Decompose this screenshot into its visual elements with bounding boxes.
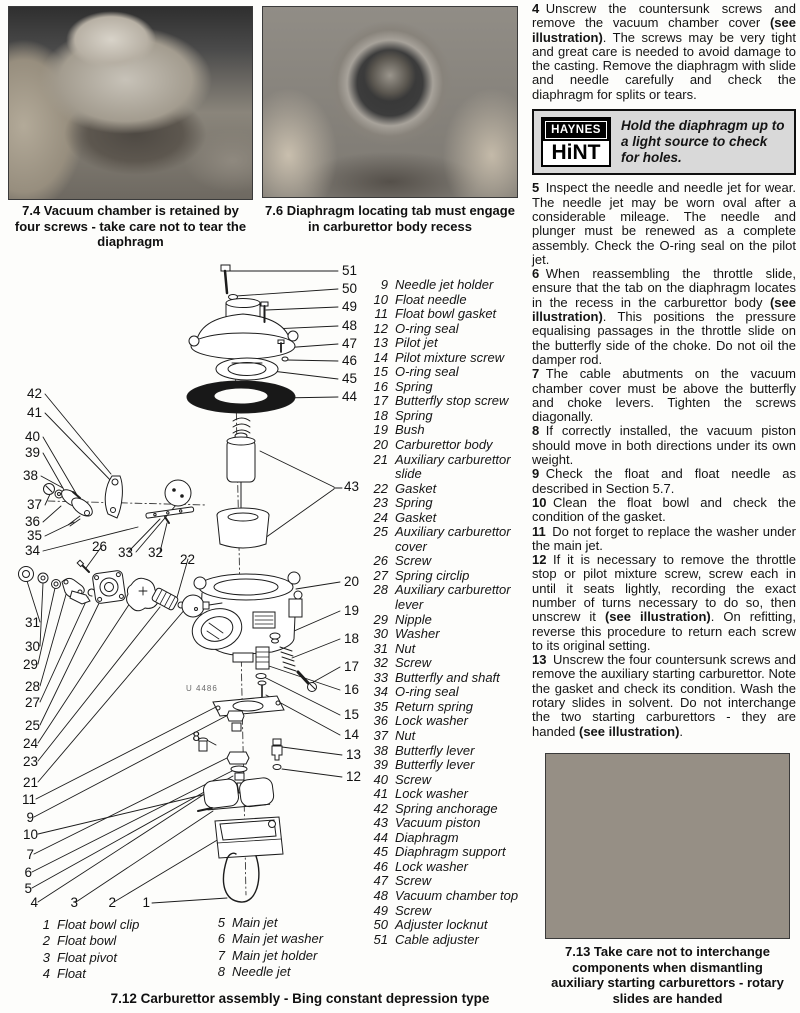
part-item-19: 19 Bush (373, 422, 425, 438)
part-item-21: 21 Auxiliary carburettor slide (373, 451, 511, 482)
callout-20: 20 (344, 574, 360, 589)
part-item-48: 48 Vacuum chamber top (373, 887, 519, 903)
part-item-27: 27 Spring circlip (373, 567, 470, 583)
haynes-logo (541, 117, 611, 167)
callout-6: 6 (24, 865, 32, 880)
part-item-14: 14 Pilot mixture screw (373, 349, 505, 365)
callout-5: 5 (24, 881, 32, 896)
part-item-41: 41 Lock washer (373, 786, 468, 802)
hint-text: Hold the diaphragm up to a light source to check for holes. (621, 118, 785, 166)
callout-10: 10 (22, 827, 38, 842)
step-6: 6 When reassembling the throttle slide, ensure that the tab on the diaphragm locates in the recess in the carburettor body (see illustration). This positions the pressure equalising passages in the throttle slide on the butterfly side of the choke. Do not oil the damper rod. (532, 266, 796, 367)
part-item-25: 25 Auxiliary carburettor cover (373, 524, 511, 554)
hint-logo-text: HiNT (551, 141, 601, 165)
callout-37: 37 (26, 497, 42, 512)
part-item-37: 37 Nut (373, 727, 416, 743)
callout-35: 35 (26, 528, 42, 543)
part-item-29: 29 Nipple (373, 611, 432, 627)
callout-27: 27 (24, 695, 40, 710)
part-item-22: 22 Gasket (373, 480, 437, 496)
caption-7-6: 7.6 Diaphragm locating tab must engage in carburettor body recess (265, 203, 515, 234)
haynes-hint-box (532, 109, 796, 175)
parts-list-bottom-left (30, 917, 180, 982)
haynes-logo-top (543, 119, 609, 141)
part-item-6: 6 Main jet washer (217, 931, 324, 947)
callout-11: 11 (21, 792, 36, 807)
callout-33: 33 (117, 545, 133, 560)
callout-16: 16 (344, 682, 360, 697)
callout-1: 1 (142, 895, 150, 910)
callout-39: 39 (24, 445, 40, 460)
photo-vacuum-chamber (8, 6, 253, 200)
part-item-15: 15 O-ring seal (373, 364, 459, 380)
callout-4: 4 (30, 895, 38, 910)
haynes-logo-text: HAYNES (545, 121, 607, 139)
step-10: 10 Clean the float bowl and check the condition of the gasket. (532, 494, 796, 525)
callout-15: 15 (344, 707, 360, 722)
print-code: U 4486 (186, 684, 218, 693)
instruction-column (532, 2, 796, 739)
part-item-43: 43 Vacuum piston (373, 815, 481, 831)
callout-7: 7 (26, 847, 34, 862)
callout-46: 46 (342, 353, 358, 368)
part-item-12: 12 O-ring seal (373, 320, 459, 336)
callout-30: 30 (24, 639, 40, 654)
callout-9: 9 (26, 810, 34, 825)
callout-8: 8 (192, 729, 200, 744)
part-item-9: 9 Needle jet holder (380, 277, 494, 292)
step-11: 11 Do not forget to replace the washer under the main jet. (532, 523, 796, 553)
part-item-33: 33 Butterfly and shaft (373, 669, 500, 685)
part-item-13: 13 Pilot jet (373, 335, 438, 351)
callout-40: 40 (24, 429, 40, 444)
callout-51: 51 (342, 263, 358, 278)
carburettor-exploded-diagram (10, 255, 365, 940)
callout-17: 17 (344, 659, 360, 674)
part-item-50: 50 Adjuster locknut (373, 917, 488, 933)
caption-7-4: 7.4 Vacuum chamber is retained by four screws - take care not to tear the diaphragm (14, 203, 247, 249)
callout-32: 32 (147, 545, 163, 560)
part-item-32: 32 Screw (373, 655, 432, 671)
callout-50: 50 (342, 281, 358, 296)
callout-3: 3 (70, 895, 78, 910)
part-item-26: 26 Screw (373, 553, 432, 569)
part-item-42: 42 Spring anchorage (373, 800, 498, 816)
part-item-17: 17 Butterfly stop screw (373, 393, 509, 409)
callout-38: 38 (22, 468, 38, 483)
part-item-40: 40 Screw (373, 771, 432, 787)
part-item-1: 1 Float bowl clip (42, 917, 140, 932)
callout-28: 28 (24, 679, 40, 694)
callout-42: 42 (26, 386, 42, 401)
callout-26: 26 (91, 539, 107, 554)
part-item-35: 35 Return spring (373, 698, 474, 714)
part-item-16: 16 Spring (373, 378, 433, 394)
callout-45: 45 (342, 371, 358, 386)
callout-23: 23 (22, 754, 38, 769)
photo-diaphragm-tab (262, 6, 518, 198)
callout-19: 19 (344, 603, 360, 618)
callout-22: 22 (179, 552, 195, 567)
step-7: 7 The cable abutments on the vacuum chamber cover must be above the butterfly and choke levers. Tighten the screws diagonally. (532, 366, 796, 425)
parts-list-bottom-right (205, 915, 365, 980)
callout-29: 29 (22, 657, 38, 672)
callout-47: 47 (342, 336, 358, 351)
callout-21: 21 (22, 775, 38, 790)
step-13: 13 Unscrew the four countersunk screws and remove the auxiliary starting carburettor. Note the gasket and check its condition. Wash the rotary slides in solvent. Do not interchange the two starting carburettors - they are handed (see illustration). (532, 652, 796, 739)
part-item-20: 20 Carburettor body (373, 437, 493, 453)
callout-24: 24 (22, 736, 38, 751)
steps-before-hint (532, 2, 796, 102)
part-item-23: 23 Spring (373, 495, 433, 511)
step-12: 12 If it is necessary to remove the throttle stop or pilot mixture screw, screw each in until it seats lightly, recording the exact number of turns necessary to do so, then unscrew it (see illustration). On refitting, reverse this procedure to return each screw to its original setting. (532, 552, 796, 653)
step-5: 5 Inspect the needle and needle jet for wear. The needle jet may be worn oval after a considerable mileage. The needle and plunger must be renewed as a complete assembly. Check the O-ring seal on the pilot jet. (532, 180, 796, 267)
part-item-5: 5 Main jet (217, 915, 278, 930)
callout-41: 41 (26, 405, 42, 420)
part-item-11: 11 Float bowl gasket (374, 306, 497, 322)
part-item-18: 18 Spring (373, 407, 433, 423)
callout-36: 36 (24, 514, 40, 529)
caption-7-13: 7.13 Take care not to interchange components when dismantling auxiliary starting carburettors - rotary slides are handed (551, 944, 784, 1006)
caption-7-12: 7.12 Carburettor assembly - Bing constant depression type (110, 991, 490, 1006)
part-item-10: 10 Float needle (373, 291, 467, 307)
part-item-28: 28 Auxiliary carburettor lever (373, 582, 511, 613)
callout-43: 43 (344, 479, 360, 494)
part-item-46: 46 Lock washer (373, 858, 468, 874)
step-8: 8 If correctly installed, the vacuum piston should move in both directions under its own weight. (532, 423, 796, 468)
steps-after-hint (532, 181, 796, 739)
part-item-44: 44 Diaphragm (373, 829, 459, 845)
part-item-30: 30 Washer (373, 626, 440, 642)
part-item-36: 36 Lock washer (373, 713, 468, 729)
part-item-47: 47 Screw (373, 873, 432, 889)
part-item-8: 8 Needle jet (217, 963, 291, 979)
callout-14: 14 (344, 727, 360, 742)
callout-44: 44 (342, 389, 358, 404)
part-item-24: 24 Gasket (373, 509, 437, 525)
part-item-39: 39 Butterfly lever (373, 757, 475, 773)
part-item-49: 49 Screw (373, 902, 432, 918)
part-item-34: 34 O-ring seal (373, 684, 459, 700)
callout-34: 34 (24, 543, 40, 558)
callout-49: 49 (342, 299, 358, 314)
callout-2: 2 (108, 895, 116, 910)
step-9: 9 Check the float and float needle as described in Section 5.7. (532, 466, 796, 496)
step-4: 4 Unscrew the countersunk screws and remove the vacuum chamber cover (see illustration). The screws may be very tight and great care is needed to avoid damage to the casting. Remove the diaphragm with slide and needle carefully and check the diaphragm for splits or tears. (532, 1, 796, 102)
callout-18: 18 (344, 631, 360, 646)
part-item-3: 3 Float pivot (42, 949, 117, 965)
callout-13: 13 (346, 747, 362, 762)
part-item-2: 2 Float bowl (42, 933, 117, 949)
callout-48: 48 (342, 318, 358, 333)
part-item-4: 4 Float (42, 965, 86, 981)
part-item-38: 38 Butterfly lever (373, 742, 475, 758)
part-item-7: 7 Main jet holder (217, 947, 318, 963)
callout-31: 31 (24, 615, 40, 630)
part-item-45: 45 Diaphragm support (373, 844, 506, 860)
callout-25: 25 (24, 718, 40, 733)
parts-list-main (368, 278, 530, 947)
part-item-51: 51 Cable adjuster (373, 931, 479, 947)
photo-aux-carburettor (545, 753, 790, 939)
part-item-31: 31 Nut (373, 640, 416, 656)
callout-12: 12 (346, 769, 362, 784)
